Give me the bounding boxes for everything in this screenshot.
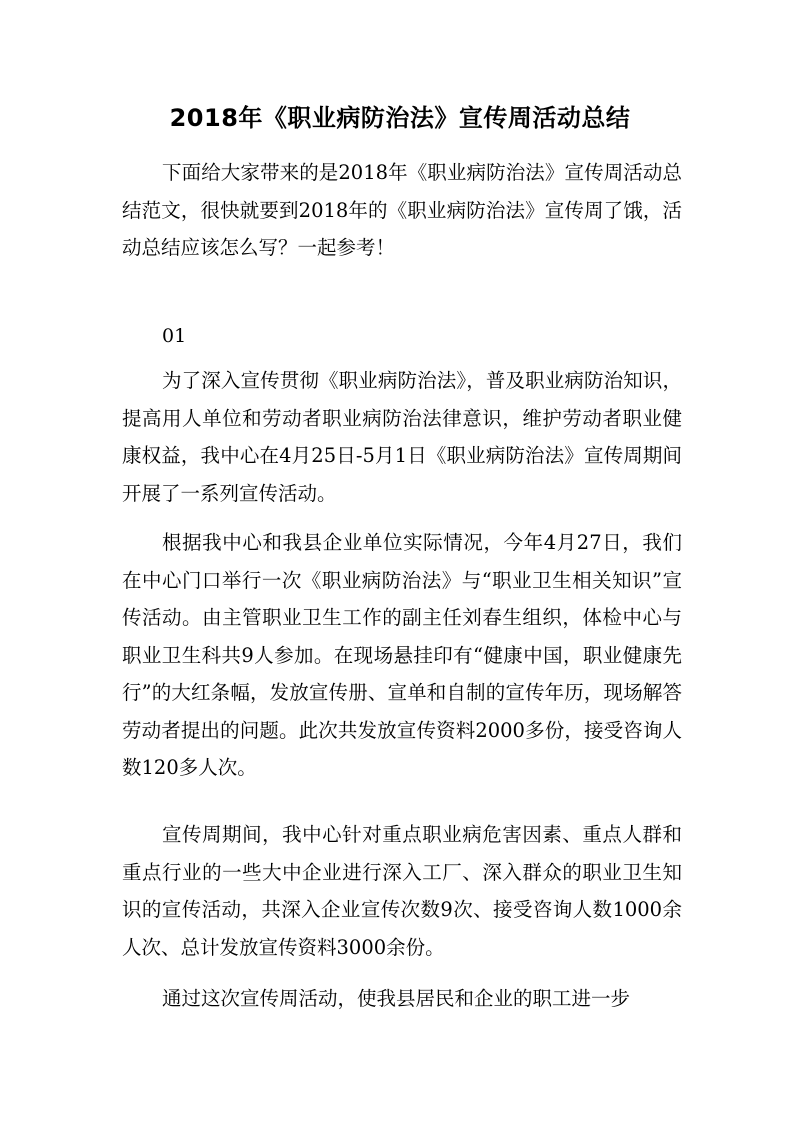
section-marker: 01	[162, 325, 187, 347]
body-paragraph-1: 为了深入宣传贯彻《职业病防治法》，普及职业病防治知识，提高用人单位和劳动者职业病防治法律意识，维护劳动者职业健康权益，我中心在4月25日-5月1日《职业病防治法》宣传周期间开展了一系列宣传活动。	[122, 369, 682, 505]
body-paragraph-3: 宣传周期间，我中心针对重点职业病危害因素、重点人群和重点行业的一些大中企业进行深入工厂、深入群众的职业卫生知识的宣传活动，共深入企业宣传次数9次、接受咨询人数1000余人次、总计发放宣传资料3000余份。	[122, 823, 682, 959]
intro-paragraph: 下面给大家带来的是2018年《职业病防治法》宣传周活动总结范文，很快就要到2018年的《职业病防治法》宣传周了饿，活动总结应该怎么写？一起参考！	[122, 161, 682, 259]
document-title: 2018年《职业病防治法》宣传周活动总结	[169, 104, 631, 132]
body-paragraph-4: 通过这次宣传周活动，使我县居民和企业的职工进一步	[162, 987, 631, 1010]
body-paragraph-2: 根据我中心和我县企业单位实际情况，今年4月27日，我们在中心门口举行一次《职业病防治法》与“职业卫生相关知识”宣传活动。由主管职业卫生工作的副主任刘春生组织，体检中心与职业卫生科共9人参加。在现场悬挂印有“健康中国，职业健康先行”的大红条幅，发放宣传册、宣单和自制的宣传年历，现场解答劳动者提出的问题。此次共发放宣传资料2000多份，接受咨询人数120多人次。	[122, 531, 682, 779]
